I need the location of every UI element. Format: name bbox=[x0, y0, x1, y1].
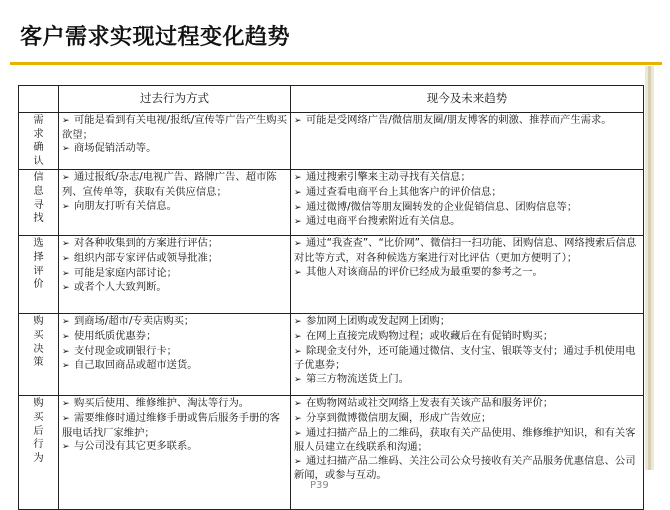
cell-past bbox=[59, 113, 291, 170]
item-text: 通过“我查查”、“比价网”、微信扫一扫功能、团购信息、网络搜索后信息对比等方式，对各种候选方案进行对比评估（更加方便明了）； bbox=[294, 237, 637, 264]
row-label-line: 确认 bbox=[33, 141, 53, 167]
cell-future bbox=[291, 236, 644, 314]
item-text: 使用纸质优惠券； bbox=[74, 329, 157, 342]
item-text: 可能是受网络广告/微信朋友圈/朋友博客的刺激、推荐而产生需求。 bbox=[306, 114, 612, 126]
item-text: 与公司没有其它更多联系。 bbox=[74, 440, 198, 453]
item-text: 或者个人大致判断。 bbox=[74, 281, 167, 294]
list-item bbox=[62, 330, 287, 345]
header-past: 过去行为方式 bbox=[59, 86, 291, 113]
arrow-bullet-icon: ➢ bbox=[62, 239, 70, 250]
table-row bbox=[19, 170, 644, 236]
row-label-line: 购 买 bbox=[33, 315, 53, 341]
cell-past bbox=[59, 170, 291, 236]
bullet-list bbox=[62, 237, 287, 295]
arrow-bullet-icon: ➢ bbox=[62, 173, 70, 184]
row-label-line: 评价 bbox=[33, 264, 53, 291]
row-label-line: 信 息 bbox=[33, 171, 53, 197]
list-item bbox=[294, 330, 640, 345]
row-label-line: 购 买 bbox=[33, 397, 53, 423]
item-text: 到商场/超市/专卖店购买； bbox=[74, 315, 195, 328]
arrow-bullet-icon: ➢ bbox=[294, 116, 302, 126]
item-text: 对各种收集到的方案进行评估； bbox=[74, 237, 219, 250]
list-item bbox=[62, 412, 287, 440]
arrow-bullet-icon: ➢ bbox=[294, 187, 302, 198]
row-label-line: 决策 bbox=[33, 342, 53, 369]
item-text: 通过搜索引擎来主动寻找有关信息； bbox=[306, 171, 471, 184]
item-text: 在网上直接完成购物过程；或收藏后在有促销时购买； bbox=[306, 329, 554, 342]
list-item bbox=[294, 114, 640, 129]
row-label-line: 需 求 bbox=[33, 114, 53, 140]
item-text: 商场促销活动等。 bbox=[74, 142, 157, 155]
row-label bbox=[19, 113, 59, 170]
item-text: 通过查看电商平台上其他客户的评价信息； bbox=[306, 185, 502, 198]
item-text: 需要维修时通过维修手册或售后服务手册的客服电话找厂家维护； bbox=[62, 411, 280, 439]
cell-future bbox=[291, 314, 644, 396]
item-text: 除现金支付外，还可能通过微信、支付宝、银联等支付；通过手机使用电子优惠券； bbox=[294, 344, 636, 372]
row-label bbox=[19, 396, 59, 510]
table-row bbox=[19, 314, 644, 396]
item-text: 通过微博/微信等朋友圈转发的企业促销信息、团购信息等； bbox=[306, 200, 578, 213]
item-text: 向朋友打听有关信息。 bbox=[74, 199, 177, 212]
arrow-bullet-icon: ➢ bbox=[62, 116, 70, 126]
cell-past bbox=[59, 236, 291, 314]
list-item bbox=[294, 266, 640, 281]
arrow-bullet-icon: ➢ bbox=[62, 283, 70, 294]
list-item bbox=[62, 440, 287, 455]
cell-past bbox=[59, 314, 291, 396]
list-item bbox=[294, 345, 640, 373]
arrow-bullet-icon: ➢ bbox=[294, 317, 302, 328]
table-row bbox=[19, 113, 644, 170]
bullet-list bbox=[294, 237, 640, 280]
list-item bbox=[62, 142, 287, 157]
row-label-line: 为 bbox=[33, 451, 53, 464]
bullet-list bbox=[62, 114, 287, 157]
corner-cell bbox=[19, 86, 59, 113]
arrow-bullet-icon: ➢ bbox=[62, 268, 70, 279]
list-item bbox=[294, 201, 640, 216]
title-underline bbox=[10, 62, 662, 65]
arrow-bullet-icon: ➢ bbox=[294, 202, 302, 213]
page-title: 客户需求实现过程变化趋势 bbox=[20, 25, 291, 50]
list-item bbox=[62, 267, 287, 282]
item-text: 购买后使用、维修维护、淘汰等行为。 bbox=[74, 397, 250, 410]
list-item bbox=[62, 359, 287, 374]
arrow-bullet-icon: ➢ bbox=[62, 331, 70, 342]
bullet-list bbox=[294, 114, 640, 129]
decorative-strip-line bbox=[648, 66, 651, 470]
item-text: 自己取回商品或超市送货。 bbox=[74, 359, 198, 372]
bullet-list bbox=[294, 171, 640, 229]
table-header-row bbox=[19, 86, 644, 113]
item-text: 通过扫描产品上的二维码，获取有关产品使用、维修维护知识，和有关客服人员建立在线联系和沟通； bbox=[294, 426, 636, 454]
bullet-list bbox=[294, 397, 640, 483]
arrow-bullet-icon: ➢ bbox=[62, 361, 70, 372]
item-text: 支付现金或刷银行卡； bbox=[74, 344, 177, 357]
arrow-bullet-icon: ➢ bbox=[62, 442, 70, 453]
item-text: 其他人对该商品的评价已经成为最重要的参考之一。 bbox=[306, 265, 543, 278]
list-item bbox=[62, 237, 287, 252]
list-item bbox=[294, 171, 640, 186]
arrow-bullet-icon: ➢ bbox=[294, 456, 302, 467]
cell-future bbox=[291, 396, 644, 510]
list-item bbox=[294, 186, 640, 201]
arrow-bullet-icon: ➢ bbox=[62, 346, 70, 357]
bullet-list bbox=[62, 397, 287, 454]
arrow-bullet-icon: ➢ bbox=[294, 428, 302, 439]
arrow-bullet-icon: ➢ bbox=[294, 399, 302, 410]
list-item bbox=[62, 315, 287, 330]
arrow-bullet-icon: ➢ bbox=[294, 217, 302, 228]
header-future: 现今及未来趋势 bbox=[291, 86, 644, 113]
row-label bbox=[19, 314, 59, 396]
item-text: 分享到微博微信朋友圈，形成广告效应； bbox=[306, 411, 492, 424]
item-text: 通过电商平台搜索附近有关信息。 bbox=[306, 215, 461, 228]
item-text: 第三方物流送货上门。 bbox=[306, 372, 409, 385]
arrow-bullet-icon: ➢ bbox=[294, 173, 302, 184]
list-item bbox=[62, 281, 287, 296]
arrow-bullet-icon: ➢ bbox=[62, 201, 70, 212]
item-text: 可能是家庭内部讨论； bbox=[74, 266, 177, 279]
list-item bbox=[62, 200, 287, 215]
row-label bbox=[19, 236, 59, 314]
list-item bbox=[62, 345, 287, 360]
list-item bbox=[62, 114, 287, 142]
arrow-bullet-icon: ➢ bbox=[62, 144, 70, 155]
page-number: P39 bbox=[310, 480, 329, 491]
list-item bbox=[294, 412, 640, 427]
arrow-bullet-icon: ➢ bbox=[294, 267, 302, 278]
arrow-bullet-icon: ➢ bbox=[62, 413, 70, 424]
row-label bbox=[19, 170, 59, 236]
list-item bbox=[62, 252, 287, 267]
list-item bbox=[294, 427, 640, 455]
arrow-bullet-icon: ➢ bbox=[62, 253, 70, 264]
list-item bbox=[294, 455, 640, 483]
item-text: 在购物网站或社交网络上发表有关该产品和服务评价； bbox=[306, 397, 554, 410]
arrow-bullet-icon: ➢ bbox=[62, 317, 70, 328]
list-item bbox=[62, 397, 287, 412]
cell-past bbox=[59, 396, 291, 510]
list-item bbox=[62, 171, 287, 199]
row-label-line: 寻找 bbox=[33, 198, 53, 225]
table-row bbox=[19, 236, 644, 314]
list-item bbox=[294, 215, 640, 230]
table-row bbox=[19, 396, 644, 510]
arrow-bullet-icon: ➢ bbox=[294, 413, 302, 424]
list-item bbox=[294, 315, 640, 330]
trend-table bbox=[18, 85, 644, 510]
item-text: 组织内部专家评估或领导批准； bbox=[74, 251, 219, 264]
cell-future bbox=[291, 113, 644, 170]
item-text: 参加网上团购或发起网上团购； bbox=[306, 315, 451, 328]
arrow-bullet-icon: ➢ bbox=[294, 331, 302, 342]
row-label-line: 选 择 bbox=[33, 237, 53, 263]
arrow-bullet-icon: ➢ bbox=[294, 374, 302, 385]
list-item bbox=[294, 397, 640, 412]
arrow-bullet-icon: ➢ bbox=[294, 346, 302, 357]
row-label-line: 后 行 bbox=[33, 424, 53, 451]
arrow-bullet-icon: ➢ bbox=[294, 239, 302, 250]
list-item bbox=[294, 237, 640, 265]
bullet-list bbox=[62, 171, 287, 214]
bullet-list bbox=[62, 315, 287, 373]
arrow-bullet-icon: ➢ bbox=[62, 399, 70, 410]
item-text: 通过扫描产品二维码、关注公司公众号接收有关产品服务优惠信息、公司新闻，或参与互动。 bbox=[294, 454, 636, 482]
list-item bbox=[294, 373, 640, 388]
bullet-list bbox=[294, 315, 640, 387]
item-text: 可能是看到有关电视/报纸/宣传等广告产生购买欲望； bbox=[62, 114, 287, 141]
cell-future bbox=[291, 170, 644, 236]
item-text: 通过报纸/杂志/电视广告、路牌广告、超市陈列、宣传单等，获取有关供应信息； bbox=[62, 171, 277, 198]
